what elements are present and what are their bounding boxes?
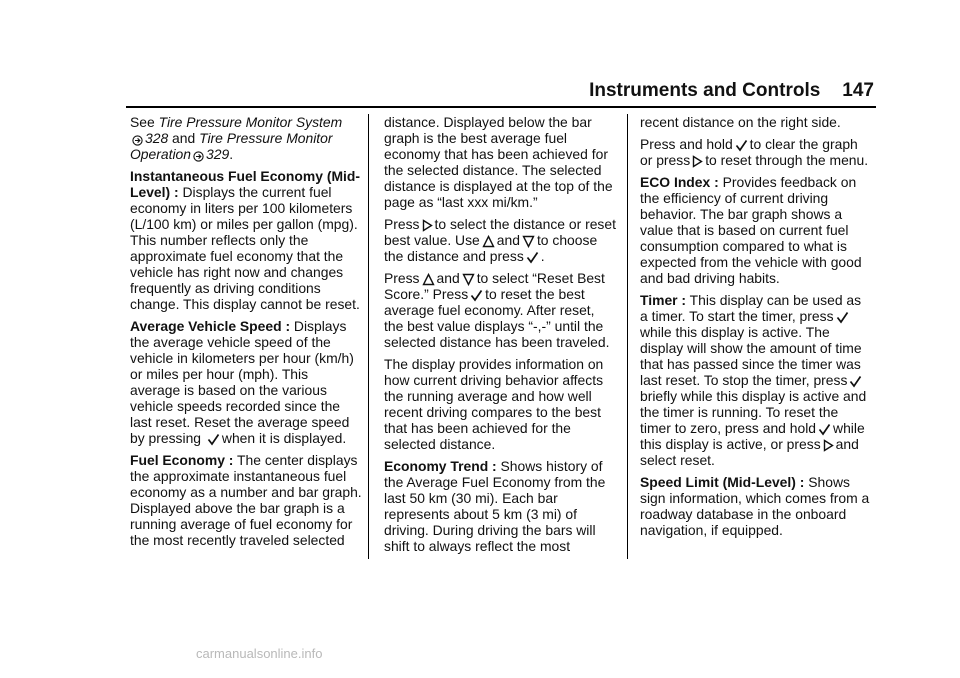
paragraph-average-vehicle-speed: Average Vehicle Speed : Displays the average vehicle speed of the vehicle in kilometers per hour (km/h) or miles per hour (mph). This average is based on the various vehicle speeds recorded since the last reset. Reset the average speed by pressing when it is displayed.	[130, 318, 354, 446]
page-number: 147	[842, 80, 874, 101]
paragraph-clear-graph: Press and hold to clear the graph or press to reset through the menu.	[640, 136, 869, 168]
page-ref-link[interactable]: 329	[206, 146, 230, 162]
reference-arrow-icon	[193, 151, 204, 162]
paragraph-reset-best-score: Press and to select “Reset Best Score.” Press to reset the best average fuel economy. After reset, the best value displays “-,-” until the selected distance has been traveled.	[384, 270, 610, 350]
column-2	[384, 114, 616, 560]
check-icon	[836, 311, 849, 324]
section-title: Instruments and Controls	[589, 80, 821, 101]
play-right-icon	[823, 439, 834, 452]
check-icon	[526, 251, 539, 264]
link-tpms[interactable]: Tire Pressure Monitor System	[158, 114, 343, 130]
check-icon	[818, 423, 831, 436]
watermark: carmanualsonline.info	[196, 646, 323, 661]
paragraph-instantaneous-fuel-economy: Instantaneous Fuel Economy (Mid-Level) : Displays the current fuel economy in liters per 100 kilometers (L/100 km) or miles per gallon (mpg). This number reflects only the approximate fuel economy that the vehicle has right now and changes frequently as driving conditions change. This display cannot be reset.	[130, 168, 360, 312]
page-header	[589, 80, 874, 102]
triangle-down-icon	[522, 235, 535, 248]
play-right-icon	[422, 219, 433, 232]
paragraph-speed-limit: Speed Limit (Mid-Level) : Shows sign information, which comes from a roadway database in the onboard navigation, if equipped.	[640, 474, 870, 538]
paragraph-economy-trend: Economy Trend : Shows history of the Average Fuel Economy from the last 50 km (30 mi). Each bar represents about 5 km (3 mi) of driving. During driving the bars will shift to always reflect the most	[384, 458, 606, 554]
triangle-down-icon	[462, 273, 475, 286]
column-1	[130, 114, 362, 554]
triangle-up-icon	[482, 235, 495, 248]
paragraph-display-info: The display provides information on how current driving behavior affects the running average and how well recent driving compares to the best that has been achieved for the selected distance.	[384, 356, 604, 452]
reference-arrow-icon	[132, 135, 143, 146]
check-icon	[470, 289, 483, 302]
check-icon	[735, 139, 748, 152]
play-right-icon	[692, 155, 703, 168]
column-divider	[368, 114, 369, 559]
see-also-paragraph: See Tire Pressure Monitor System 328 and Tire Pressure Monitor Operation 329.	[130, 114, 343, 162]
header-rule	[126, 106, 876, 108]
column-3	[640, 114, 872, 544]
page-ref-link[interactable]: 328	[145, 130, 169, 146]
link-tpo[interactable]: Tire Pressure Monitor Operation	[130, 130, 333, 162]
check-icon	[849, 375, 862, 388]
paragraph-fuel-economy: Fuel Economy : The center displays the approximate instantaneous fuel economy as a number and bar graph. Displayed above the bar graph is a running average of fuel economy for the most recently traveled selected	[130, 452, 362, 548]
paragraph-recent-distance: recent distance on the right side.	[640, 114, 841, 130]
paragraph-select-distance: Press to select the distance or reset best value. Use and to choose the distance and press .	[384, 216, 616, 264]
column-divider	[627, 114, 628, 559]
triangle-up-icon	[422, 273, 435, 286]
paragraph-distance: distance. Displayed below the bar graph is the best average fuel economy that has been achieved for the selected distance. The selected distance is displayed at the top of the page as “last xxx mi/km.”	[384, 114, 613, 210]
paragraph-eco-index: ECO Index : Provides feedback on the efficiency of current driving behavior. The bar graph shows a value that is based on current fuel consumption compared to what is expected from the vehicle with good and bad driving habits.	[640, 174, 862, 286]
paragraph-timer: Timer : This display can be used as a timer. To start the timer, press while this display is active. The display will show the amount of time that has passed since the timer was last reset. To stop the timer, press briefly while this display is active and the timer is running. To reset the timer to zero, press and hold while this display is active, or press and select reset.	[640, 292, 867, 468]
check-icon	[207, 433, 220, 446]
